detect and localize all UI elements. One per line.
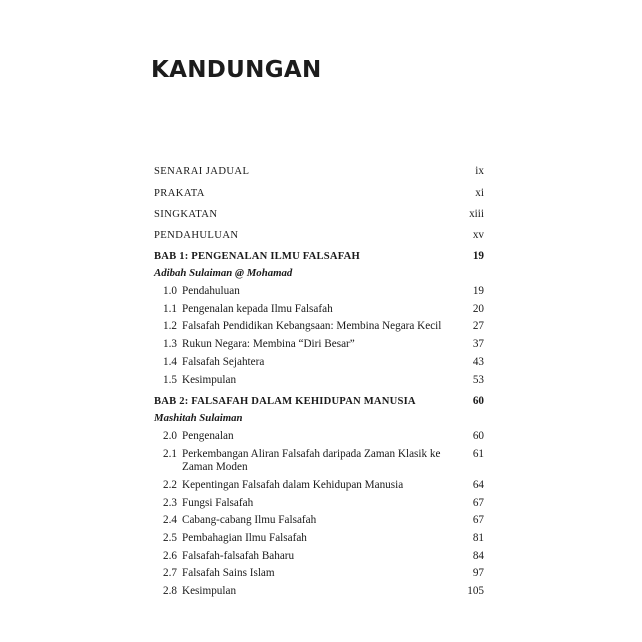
toc-entry-label: PENDAHULUAN <box>154 230 239 241</box>
section-number: 1.0 <box>163 285 177 297</box>
toc-entry-page: xiii <box>469 208 484 220</box>
chapter-author-name: Adibah Sulaiman @ Mohamad <box>154 267 293 279</box>
section-number: 1.3 <box>163 338 177 350</box>
section-title: Pembahagian Ilmu Falsafah <box>182 532 307 544</box>
section-page: 64 <box>472 479 484 491</box>
section-title: Pengenalan <box>182 430 234 442</box>
chapter-page: 60 <box>472 395 484 407</box>
section-title: Falsafah Sains Islam <box>182 567 275 579</box>
section-number: 2.8 <box>163 585 177 597</box>
section-title: Falsafah Pendidikan Kebangsaan: Membina Negara Kecil <box>182 320 442 332</box>
section-page: 19 <box>472 285 484 297</box>
section-number: 2.3 <box>163 497 177 509</box>
section-number: 2.1 <box>163 448 177 460</box>
section-number: 1.1 <box>163 303 177 315</box>
section-title: Kesimpulan <box>182 374 237 386</box>
section-title: Pengenalan kepada Ilmu Falsafah <box>182 303 333 315</box>
section-number: 1.5 <box>163 374 177 386</box>
section-page: 27 <box>472 320 484 332</box>
section-page: 67 <box>472 497 484 509</box>
section-title: Pendahuluan <box>182 285 240 297</box>
toc-section[interactable] <box>154 448 484 476</box>
section-page: 61 <box>472 448 484 460</box>
section-page: 37 <box>472 338 484 350</box>
section-number: 2.7 <box>163 567 177 579</box>
toc-entry-page: xi <box>475 187 484 199</box>
section-page: 20 <box>472 303 484 315</box>
section-page: 67 <box>472 514 484 526</box>
section-page: 97 <box>472 567 484 579</box>
toc-entry-page: xv <box>472 229 484 241</box>
section-number: 1.4 <box>163 356 177 368</box>
toc-entry-page: ix <box>475 165 484 177</box>
section-page: 60 <box>472 430 484 442</box>
section-title: Falsafah Sejahtera <box>182 356 265 368</box>
section-page: 84 <box>472 550 484 562</box>
toc-entry-label: SINGKATAN <box>154 209 218 220</box>
section-page: 53 <box>472 374 484 386</box>
toc-entry-label: SENARAI JADUAL <box>154 166 250 177</box>
section-number: 2.6 <box>163 550 177 562</box>
chapter-title: BAB 1: PENGENALAN ILMU FALSAFAH <box>154 251 360 262</box>
chapter-title: BAB 2: FALSAFAH DALAM KEHIDUPAN MANUSIA <box>154 396 416 407</box>
section-number: 1.2 <box>163 320 177 332</box>
page-title: KANDUNGAN <box>151 57 322 83</box>
section-title-continued: Zaman Moden <box>182 461 248 473</box>
chapter-page: 19 <box>472 250 484 262</box>
section-title: Falsafah-falsafah Baharu <box>182 550 295 562</box>
section-number: 2.2 <box>163 479 177 491</box>
section-number: 2.4 <box>163 514 177 526</box>
toc-entry-label: PRAKATA <box>154 188 205 199</box>
section-title: Fungsi Falsafah <box>182 497 254 509</box>
section-title: Perkembangan Aliran Falsafah daripada Zaman Klasik ke <box>182 448 441 460</box>
section-title: Kesimpulan <box>182 585 237 597</box>
section-title: Kepentingan Falsafah dalam Kehidupan Manusia <box>182 479 404 491</box>
section-title: Rukun Negara: Membina “Diri Besar” <box>182 338 355 350</box>
section-page: 81 <box>472 532 484 544</box>
section-page: 43 <box>472 356 484 368</box>
section-page: 105 <box>467 585 484 597</box>
section-number: 2.0 <box>163 430 177 442</box>
section-number: 2.5 <box>163 532 177 544</box>
section-title: Cabang-cabang Ilmu Falsafah <box>182 514 317 526</box>
chapter-author-name: Mashitah Sulaiman <box>154 412 243 424</box>
